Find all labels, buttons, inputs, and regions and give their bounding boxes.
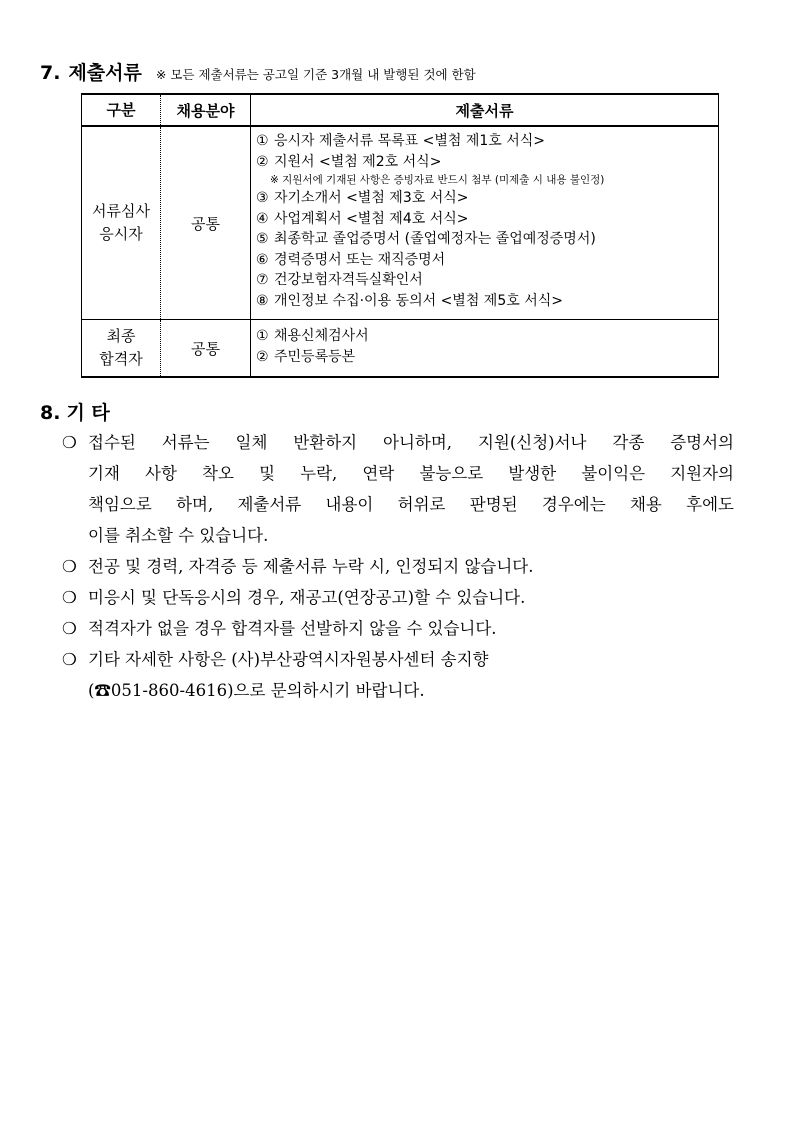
documents-cell: [251, 126, 719, 320]
header-category: 구분: [82, 94, 161, 126]
table-row: [82, 320, 719, 378]
section-7-heading: [40, 58, 476, 85]
list-item: [256, 291, 718, 312]
category-line: 합격자: [99, 350, 143, 368]
list-item: [62, 551, 734, 582]
note-line: (☎051-860-4616)으로 문의하시기 바랍니다.: [88, 681, 425, 700]
item-number: ①: [256, 328, 269, 344]
item-text: 자기소개서 <별첨 제3호 서식>: [274, 190, 469, 206]
note-line: 이를 취소할 수 있습니다.: [88, 526, 269, 545]
item-text: 주민등록등본: [274, 348, 356, 365]
list-item: [256, 152, 718, 173]
note-line: 기타 자세한 사항은 (사)부산광역시자원봉사센터 송지향: [88, 650, 489, 669]
list-item: [62, 427, 734, 551]
header-field: 채용분야: [161, 94, 251, 126]
list-item: [256, 326, 718, 347]
category-line: 최종: [106, 327, 136, 345]
section-7-title: 제출서류: [68, 62, 142, 84]
list-item: [62, 613, 734, 644]
other-notes-list: [62, 427, 734, 706]
note-line: 미응시 및 단독응시의 경우, 재공고(연장공고)할 수 있습니다.: [88, 588, 526, 607]
note-line: 적격자가 없을 경우 합격자를 선발하지 않을 수 있습니다.: [88, 619, 497, 638]
item-number: ⑥: [256, 251, 269, 268]
item-text: 최종학교 졸업증명서 (졸업예정자는 졸업예정증명서): [274, 231, 596, 247]
list-item: [256, 347, 718, 368]
circle-bullet-icon: ❍: [62, 650, 77, 669]
header-documents: 제출서류: [251, 94, 719, 126]
section-8-number: 8.: [40, 402, 61, 424]
item-text: 채용신체검사서: [274, 328, 369, 344]
document-list: [251, 320, 718, 367]
item-text: 건강보험자격득실확인서: [274, 272, 423, 288]
list-item: [62, 644, 734, 706]
item-text: ※ 지원서에 기재된 사항은 증빙자료 반드시 첨부 (미제출 시 내용 불인정): [270, 174, 605, 186]
item-text: 응시자 제출서류 목록표 <별첨 제1호 서식>: [274, 133, 546, 149]
list-item: [62, 582, 734, 613]
list-item: [256, 229, 718, 250]
item-number: ⑧: [256, 292, 269, 309]
circle-bullet-icon: ❍: [62, 433, 77, 452]
category-cell: [82, 126, 161, 320]
note-line: 기재 사항 착오 및 누락, 연락 불능으로 발생한 불이익은 지원자의: [88, 464, 734, 483]
item-text: 사업계획서 <별첨 제4호 서식>: [274, 210, 469, 227]
list-item: [256, 250, 718, 271]
item-text: 경력증명서 또는 재직증명서: [274, 251, 446, 268]
item-text: 개인정보 수집·이용 동의서 <별첨 제5호 서식>: [274, 292, 563, 309]
item-number: ⑦: [256, 272, 269, 288]
circle-bullet-icon: ❍: [62, 588, 77, 607]
note-line: 접수된 서류는 일체 반환하지 아니하며, 지원(신청)서나 각종 증명서의: [88, 433, 734, 452]
table-header-row: [82, 94, 719, 126]
section-8-title: 기 타: [66, 402, 110, 424]
list-item-note: [256, 172, 718, 188]
circle-bullet-icon: ❍: [62, 619, 77, 638]
section-7-number: 7.: [40, 62, 61, 84]
list-item: [256, 270, 718, 291]
category-line: 응시자: [99, 225, 143, 243]
field-cell: 공통: [161, 126, 251, 320]
section-8-heading: [40, 398, 110, 425]
circle-bullet-icon: ❍: [62, 557, 77, 576]
note-line: 책임으로 하며, 제출서류 내용이 허위로 판명된 경우에는 채용 후에도: [88, 495, 734, 514]
item-number: ①: [256, 133, 269, 149]
note-line: 전공 및 경력, 자격증 등 제출서류 누락 시, 인정되지 않습니다.: [88, 557, 534, 576]
item-number: ③: [256, 190, 269, 206]
field-cell: 공통: [161, 320, 251, 378]
item-number: ④: [256, 210, 269, 227]
category-cell: [82, 320, 161, 378]
required-documents-table: [81, 93, 719, 378]
table-row: [82, 126, 719, 320]
list-item: [256, 188, 718, 209]
item-text: 지원서 <별첨 제2호 서식>: [274, 153, 442, 170]
item-number: ②: [256, 348, 269, 365]
document-list: [251, 127, 718, 311]
category-line: 서류심사: [92, 202, 150, 220]
section-7-note: ※ 모든 제출서류는 공고일 기준 3개월 내 발행된 것에 한함: [155, 67, 476, 82]
list-item: [256, 131, 718, 152]
list-item: [256, 209, 718, 230]
documents-cell: [251, 320, 719, 378]
item-number: ②: [256, 153, 269, 170]
item-number: ⑤: [256, 231, 269, 247]
